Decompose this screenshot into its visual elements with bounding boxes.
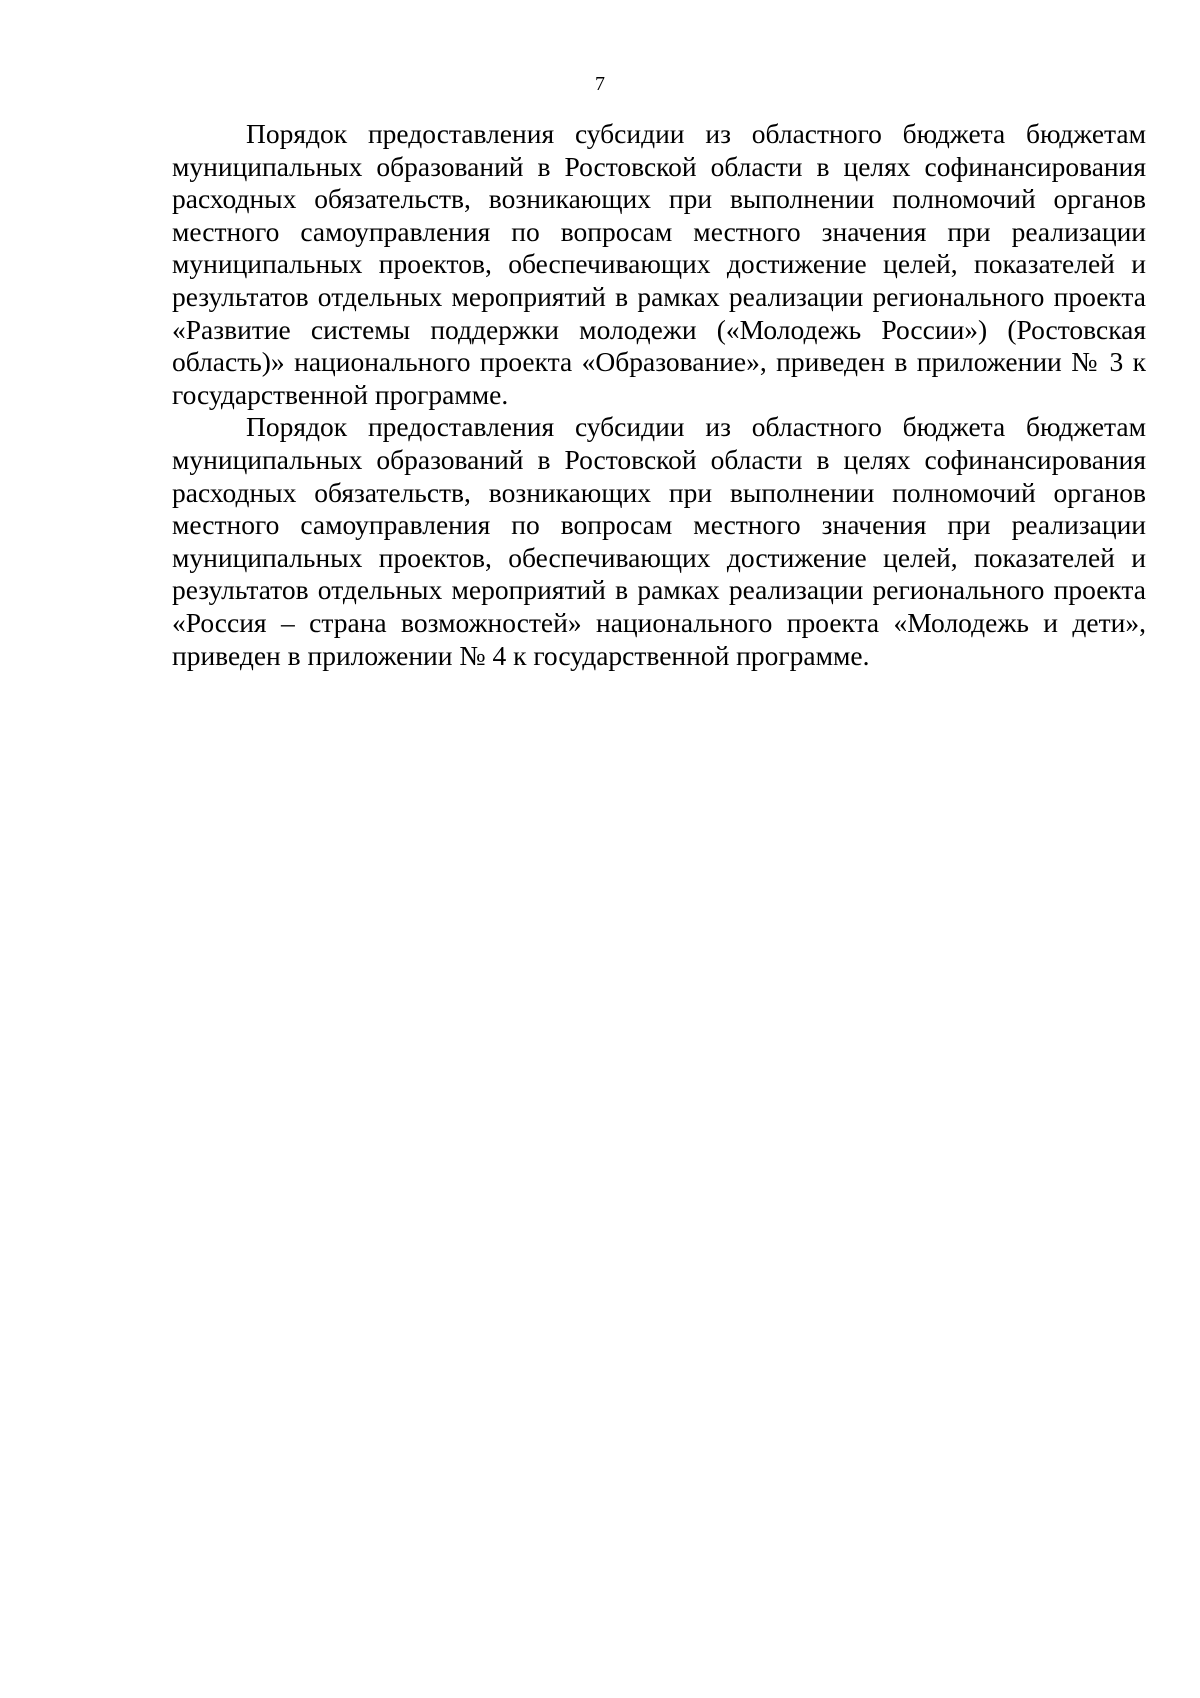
document-body: [172, 118, 1146, 672]
page-number: 7: [595, 73, 605, 95]
paragraph-subsidy-appendix-4: Порядок предоставления субсидии из областного бюджета бюджетам муниципальных образований в Ростовской области в целях софинансирования расходных обязательств, возникающих при выполнении полномочий органов местного самоуправления по вопросам местного значения при реализации муниципальных проектов, обеспечивающих достижение целей, показателей и результатов отдельных мероприятий в рамках реализации регионального проекта «Россия – страна возможностей» национального проекта «Молодежь и дети», приведен в приложении № 4 к государственной программе.: [172, 411, 1146, 671]
paragraph-subsidy-appendix-3: Порядок предоставления субсидии из областного бюджета бюджетам муниципальных образований в Ростовской области в целях софинансирования расходных обязательств, возникающих при выполнении полномочий органов местного самоуправления по вопросам местного значения при реализации муниципальных проектов, обеспечивающих достижение целей, показателей и результатов отдельных мероприятий в рамках реализации регионального проекта «Развитие системы поддержки молодежи («Молодежь России») (Ростовская область)» национального проекта «Образование», приведен в приложении № 3 к государственной программе.: [172, 118, 1146, 410]
